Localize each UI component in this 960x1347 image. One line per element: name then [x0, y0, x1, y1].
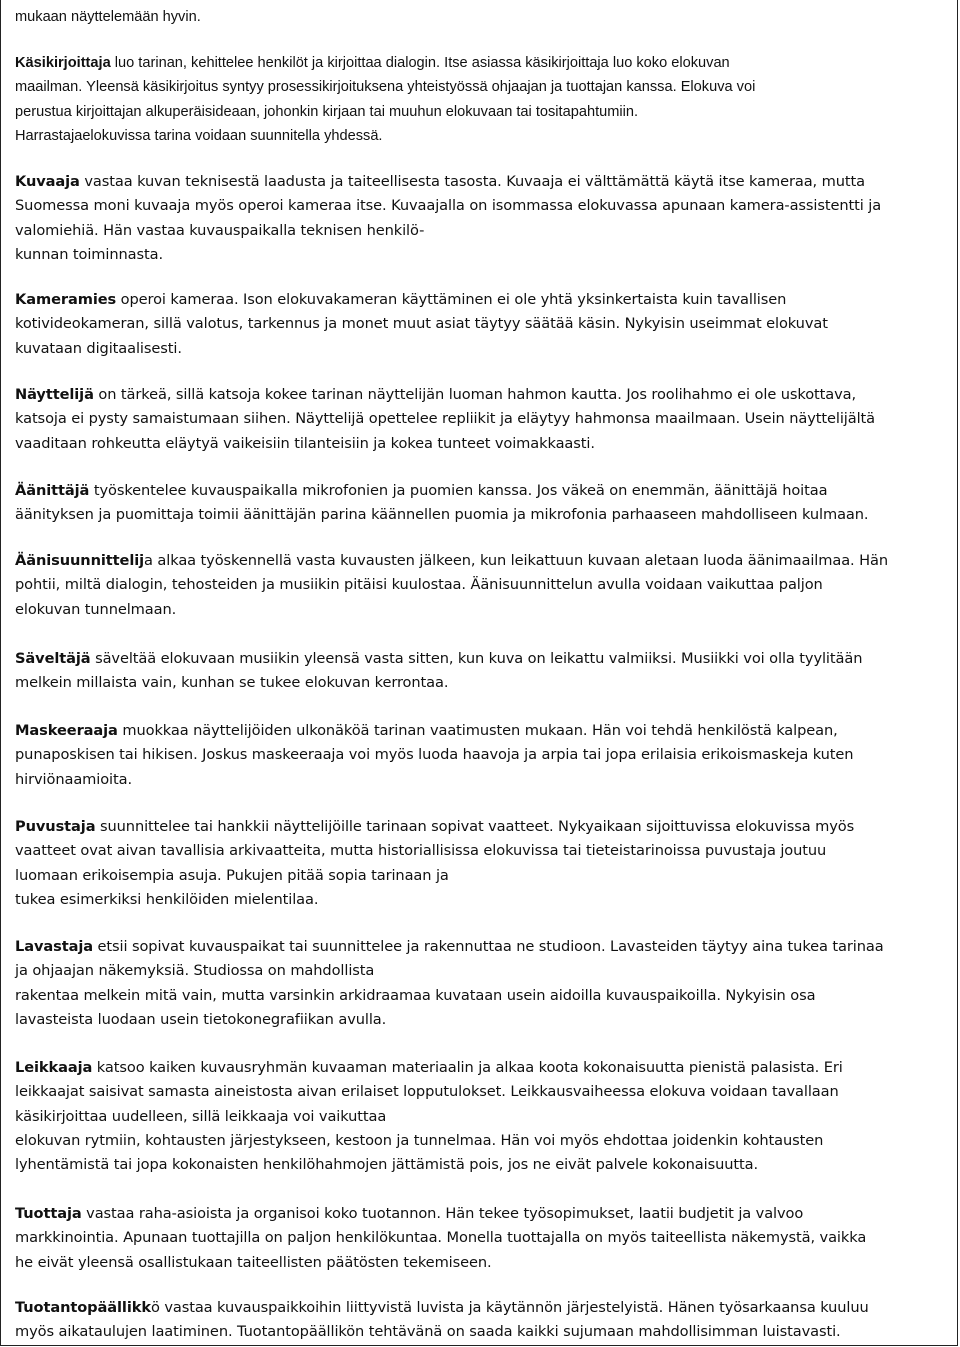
text-line: muokkaa näyttelijöiden ulkonäköä tarinan vaatimusten mukaan. Hän voi tehdä henkilöstä kalpean, [117, 722, 838, 739]
section-intro-tail [15, 5, 950, 29]
text-line: äänityksen ja puomittaja toimii äänittäjän parina käännellen puomia ja mikrofonia parhaaseen mahdolliseen kulmaan. [15, 506, 869, 524]
section-nayttelija [15, 383, 950, 456]
text-line: lavasteista luodaan usein tietokonegrafiikan avulla. [15, 1010, 387, 1028]
text-line: kunnan toiminnasta. [15, 245, 164, 263]
section-maskeeraaja [15, 719, 950, 792]
text-line: hirviönaamioita. [15, 770, 133, 788]
term-lavastaja: Lavastaja [15, 938, 93, 955]
text-line: elokuvan rytmiin, kohtausten järjestykseen, kestoon ja tunnelmaa. Hän voi myös ehdottaa joidenkin kohtausten [15, 1131, 824, 1149]
text-line: elokuvan tunnelmaan. [15, 600, 177, 618]
term-kameramies: Kameramies [15, 291, 117, 308]
term-maskeeraaja: Maskeeraaja [15, 722, 118, 739]
text-line: ja ohjaajan näkemyksiä. Studiossa on mahdollista [15, 962, 375, 980]
text-line: ö vastaa kuvauspaikkoihin liittyvistä luvista ja käytännön järjestelyistä. Hänen työsarkaansa kuuluu [150, 1299, 869, 1316]
text-line: lyhentämistä tai jopa kokonaisten henkilöhahmojen jättämistä pois, jos ne eivät palvele kokonaisuutta. [15, 1156, 759, 1174]
term-tuottaja: Tuottaja [15, 1205, 82, 1222]
term-kasikirjoittaja: Käsikirjoittaja [15, 55, 111, 71]
text-line: kuvataan digitaalisesti. [15, 339, 182, 357]
section-leikkaaja [15, 1056, 950, 1177]
text-line: maailman. Yleensä käsikirjoitus syntyy prosessikirjoituksena yhteistyössä ohjaajan ja tuottajan kanssa. Elokuva voi [15, 79, 756, 96]
text-line: vaaditaan rohkeutta eläytyä vaikeisiin tilanteisiin ja kokea tunteet voimakkaasti. [15, 434, 595, 452]
text-line: mukaan näyttelemään hyvin. [15, 9, 201, 25]
text-line: luomaan erikoisempia asuja. Pukujen pitää sopia tarinaan ja [15, 866, 449, 884]
text-line: Suomessa moni kuvaaja myös operoi kameraa itse. Kuvaajalla on isommassa elokuvassa apunaan kamera-assistentti ja [15, 197, 882, 215]
text-line: leikkaajat saisivat samasta aineistosta aivan erilaiset lopputulokset. Leikkausvaiheessa elokuva voidaan tavallaan [15, 1083, 839, 1101]
section-lavastaja [15, 935, 950, 1032]
text-line: punaposkisen tai hikisen. Joskus maskeeraaja voi myös luoda haavoja ja arpia tai jopa erilaisia erikoismaskeja kuten [15, 746, 854, 764]
term-tuotantopaallikko: Tuotantopäällikk [15, 1299, 151, 1316]
text-line: säveltää elokuvaan musiikin yleensä vasta sitten, kun kuva on leikattu valmiiksi. Musiikki voi olla tyylitään [90, 650, 863, 667]
term-aanittaja: Äänittäjä [15, 482, 90, 499]
term-kuvaaja: Kuvaaja [15, 173, 80, 190]
section-puvustaja [15, 815, 950, 912]
section-kasikirjoittaja [15, 51, 950, 148]
text-line: valomiehiä. Hän vastaa kuvauspaikalla teknisen henkilö- [15, 221, 425, 239]
text-line: katsoo kaiken kuvausryhmän kuvaaman materiaalin ja alkaa koota kokonaisuutta pienistä palasista. Eri [92, 1059, 843, 1076]
text-line: rakentaa melkein mitä vain, mutta varsinkin arkidraamaa kuvataan usein aidoilla kuvauspaikoilla. Nykyisin osa [15, 986, 816, 1004]
text-line: etsii sopivat kuvauspaikat tai suunnittelee ja rakennuttaa ne studioon. Lavasteiden täytyy aina tukea tarinaa [92, 938, 884, 955]
text-line: vaatteet ovat aivan tavallisia arkivaatteita, mutta historiallisissa elokuvissa tai tieteistarinoissa puvustaja joutuu [15, 842, 827, 860]
section-aanittaja [15, 479, 950, 528]
text-line: tukea esimerkiksi henkilöiden mielentilaa. [15, 890, 319, 908]
term-aanisuunnittelija: Äänisuunnittelij [15, 552, 145, 569]
term-leikkaaja: Leikkaaja [15, 1059, 93, 1076]
text-line: markkinointia. Apunaan tuottajilla on paljon henkilökuntaa. Monella tuottajalla on myös taiteellista näkemystä, vaikka [15, 1229, 867, 1247]
text-line: vastaa kuvan teknisestä laadusta ja taiteellisesta tasosta. Kuvaaja ei välttämättä käytä itse kameraa, mutta [79, 173, 865, 190]
text-line: perustua kirjoittajan alkuperäisideaan, johonkin kirjaan tai muuhun elokuvaan tai tositapahtumiin. [15, 103, 639, 120]
term-saveltaja: Säveltäjä [15, 650, 91, 667]
text-line: suunnittelee tai hankkii näyttelijöille tarinaan sopivat vaatteet. Nykyaikaan sijoittuvissa elokuvissa myös [95, 818, 855, 835]
text-line: vastaa raha-asioista ja organisoi koko tuotannon. Hän tekee työsopimukset, laatii budjetit ja valvoo [81, 1205, 804, 1222]
text-line: a alkaa työskennellä vasta kuvausten jälkeen, kun leikattuun kuvaan aletaan luoda äänimaailmaa. Hän [144, 552, 888, 569]
section-kuvaaja [15, 170, 950, 267]
section-kameramies [15, 288, 950, 361]
term-puvustaja: Puvustaja [15, 818, 96, 835]
text-line: työskentelee kuvauspaikalla mikrofonien ja puomien kanssa. Jos väkeä on enemmän, äänittäjä hoitaa [89, 482, 828, 499]
section-saveltaja [15, 647, 950, 696]
text-line: melkein millaista vain, kunhan se tukee elokuvan kerrontaa. [15, 674, 449, 692]
text-line: he eivät yleensä osallistukaan taiteellisten päätösten tekemiseen. [15, 1253, 492, 1271]
text-line: on tärkeä, sillä katsoja kokee tarinan näyttelijän luoman hahmon kautta. Jos roolihahmo ei ole uskottava, [93, 386, 857, 403]
text-line: pohtii, miltä dialogin, tehosteiden ja musiikin pitäisi kuulostaa. Äänisuunnittelun avulla voidaan vaikuttaa paljon [15, 576, 823, 594]
text-line: käsikirjoittaa uudelleen, sillä leikkaaja voi vaikuttaa [15, 1107, 387, 1125]
text-line: katsoja ei pysty samaistumaan siihen. Näyttelijä opettelee repliikit ja eläytyy hahmonsa maailmaan. Usein näyttelijältä [15, 410, 875, 428]
term-nayttelija: Näyttelijä [15, 386, 94, 403]
section-aanisuunnittelija [15, 549, 950, 622]
text-line: kotivideokameran, sillä valotus, tarkennus ja monet muut asiat täytyy säätää käsin. Nykyisin useimmat elokuvat [15, 315, 828, 333]
text-line: luo tarinan, kehittelee henkilöt ja kirjoittaa dialogin. Itse asiassa käsikirjoittaja luo koko elokuvan [110, 55, 730, 71]
section-tuotantopaallikko [15, 1296, 950, 1345]
text-line: myös aikataulujen laatiminen. Tuotantopäällikön tehtävänä on saada kaikki sujumaan mahdollisimman luistavasti. [15, 1323, 841, 1341]
text-line: Harrastajaelokuvissa tarina voidaan suunnitella yhdessä. [15, 127, 383, 144]
section-tuottaja [15, 1202, 950, 1275]
text-line: operoi kameraa. Ison elokuvakameran käyttäminen ei ole yhtä yksinkertaista kuin tavallisen [116, 291, 787, 308]
